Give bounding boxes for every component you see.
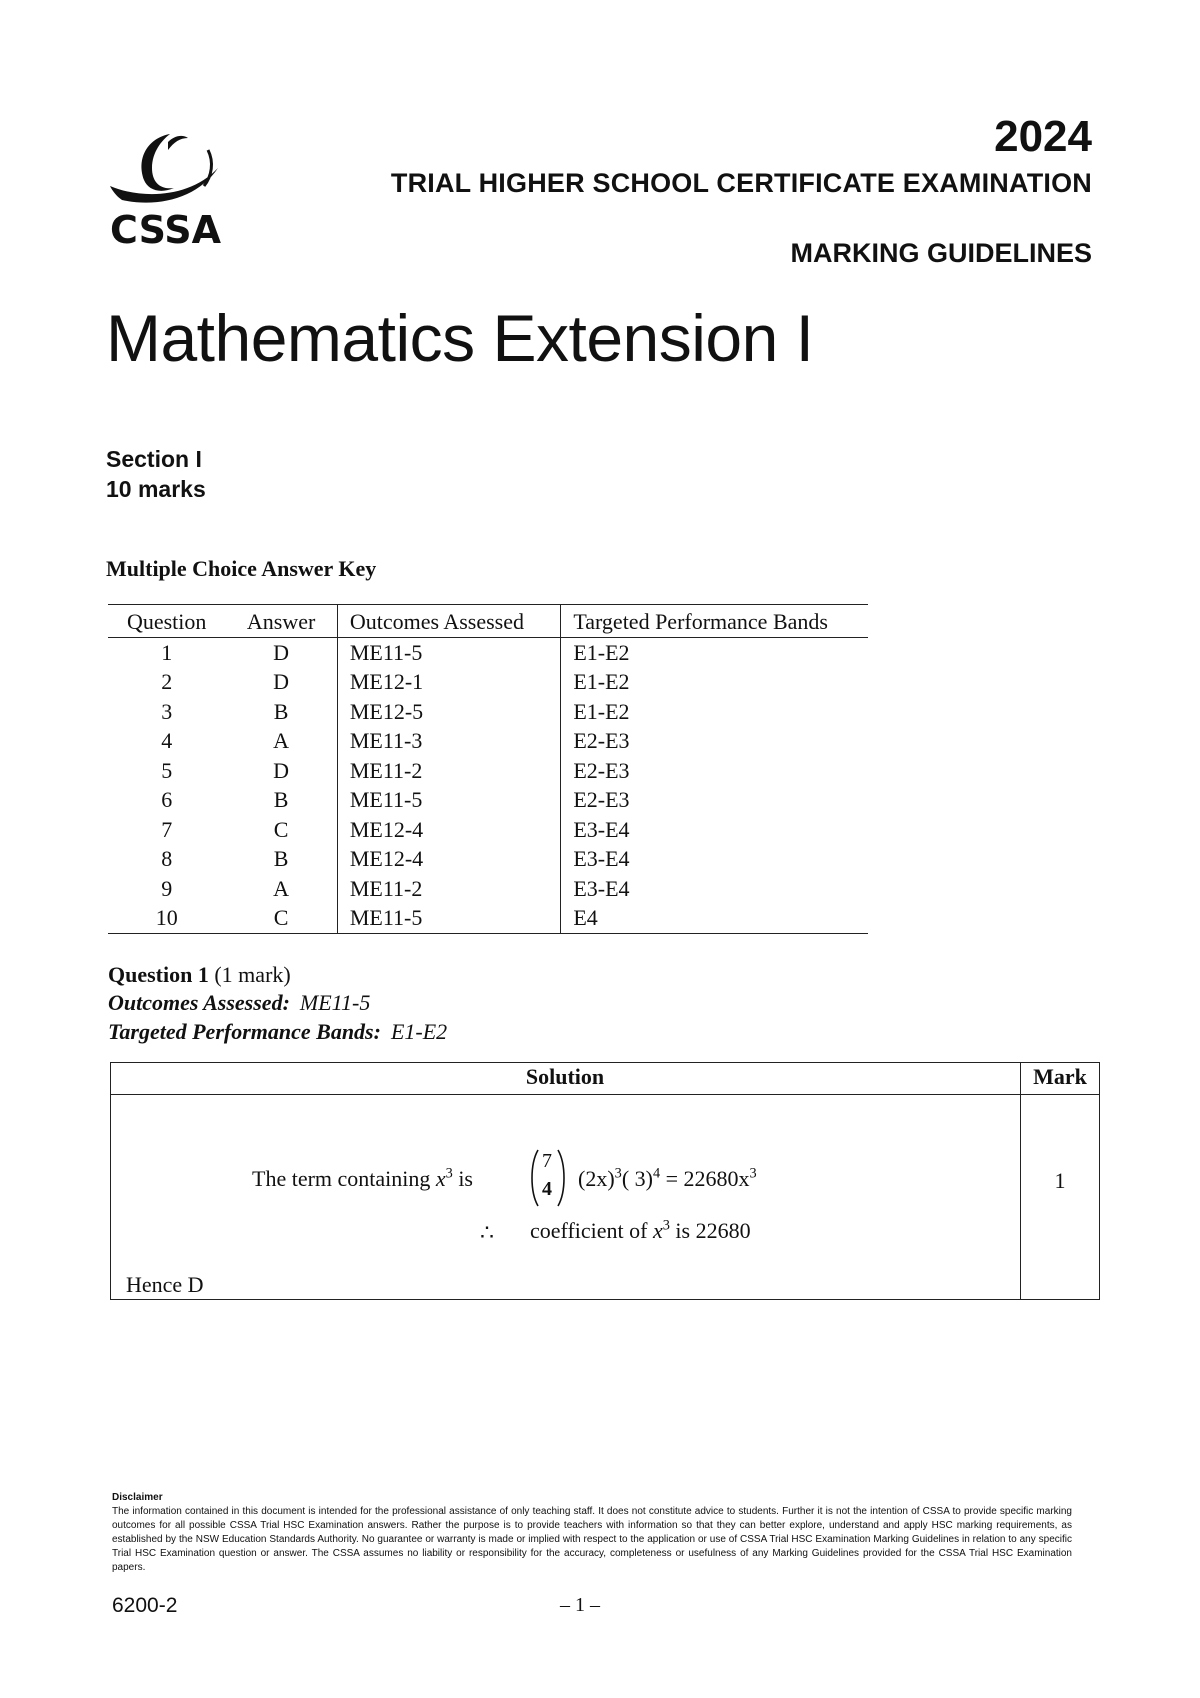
question-number: 3 <box>161 698 173 724</box>
question-number: 9 <box>161 875 173 901</box>
expr-term-b-exponent: 4 <box>652 1165 661 1182</box>
exam-title: TRIAL HIGHER SCHOOL CERTIFICATE EXAMINATION <box>390 168 1092 198</box>
section-label: Section I <box>106 446 202 472</box>
table-row <box>108 638 868 668</box>
table-row <box>108 668 868 698</box>
band-cell: E3-E4 <box>573 846 630 872</box>
question-number: 5 <box>161 757 173 783</box>
question-number: 8 <box>161 846 173 872</box>
solution-line-2-text <box>530 1218 751 1244</box>
table-row <box>108 845 868 875</box>
question-number: 10 <box>108 904 225 934</box>
column-header-answer: Answer <box>225 605 337 638</box>
band-cell: E2-E3 <box>573 787 630 813</box>
question-number: 2 <box>161 669 173 695</box>
table-row <box>108 697 868 727</box>
line-1-variable: x <box>435 1166 446 1191</box>
outcome-cell: ME12-5 <box>337 697 560 727</box>
answer-cell: C <box>225 904 337 934</box>
binomial-n: 7 <box>542 1150 552 1172</box>
outcome-cell: ME11-5 <box>337 786 560 816</box>
answer-cell: B <box>225 786 337 816</box>
answer-cell: B <box>225 697 337 727</box>
band-cell: E1-E2 <box>573 698 630 724</box>
bands-label: Targeted Performance Bands: <box>108 1019 381 1044</box>
line-2-variable: x <box>652 1218 663 1243</box>
column-header-bands: Targeted Performance Bands <box>561 605 868 638</box>
answer-cell: D <box>225 756 337 786</box>
table-row <box>108 815 868 845</box>
expr-result-exponent: 3 <box>749 1165 757 1182</box>
paper-code: 6200-2 <box>112 1594 178 1617</box>
question-1-bands <box>108 1019 447 1045</box>
band-cell: E3-E4 <box>573 875 630 901</box>
outcome-cell: ME11-2 <box>337 756 560 786</box>
outcomes-label: Outcomes Assessed: <box>108 990 290 1015</box>
column-header-outcomes: Outcomes Assessed <box>337 605 560 638</box>
outcome-cell: ME11-5 <box>337 904 560 934</box>
table-row <box>108 874 868 904</box>
band-cell: E2-E3 <box>573 728 630 754</box>
table-row <box>108 904 868 934</box>
band-cell: E4 <box>561 904 868 934</box>
answer-cell: D <box>225 638 337 668</box>
binomial-k: 4 <box>542 1178 552 1200</box>
cssa-logo-text: CSSA <box>110 208 222 252</box>
answer-cell: B <box>225 845 337 875</box>
subject-title: Mathematics Extension I <box>106 301 814 375</box>
answer-key-table <box>108 604 868 934</box>
outcome-cell: ME11-2 <box>337 874 560 904</box>
answer-key-heading: Multiple Choice Answer Key <box>106 556 377 581</box>
answer-cell: C <box>225 815 337 845</box>
cssa-logo-swoosh-icon <box>108 128 230 218</box>
therefore-symbol: ∴ <box>480 1220 494 1245</box>
expr-result: = 22680x <box>660 1166 750 1191</box>
question-1-title <box>108 962 291 988</box>
outcome-cell: ME11-3 <box>337 727 560 757</box>
outcome-cell: ME11-5 <box>337 638 560 668</box>
line-2-prefix: coefficient of <box>530 1218 648 1243</box>
binomial-coefficient <box>528 1148 568 1208</box>
band-cell: E3-E4 <box>573 816 630 842</box>
line-1-exponent: 3 <box>445 1165 453 1182</box>
line-2-exponent: 3 <box>662 1217 670 1234</box>
document-type: MARKING GUIDELINES <box>790 238 1092 268</box>
question-1-marks: (1 mark) <box>214 962 291 987</box>
band-cell: E2-E3 <box>573 757 630 783</box>
column-header-question: Question <box>108 605 225 638</box>
question-1-label: Question 1 <box>108 962 209 987</box>
bands-value: E1-E2 <box>390 1019 448 1044</box>
outcome-cell: ME12-1 <box>337 668 560 698</box>
section-marks: 10 marks <box>106 476 206 502</box>
expr-term-a: (2x) <box>578 1166 615 1191</box>
solution-line-1-mark: 1 <box>1054 1168 1066 1193</box>
solution-header: Solution <box>525 1064 605 1089</box>
line-2-suffix: is 22680 <box>675 1218 751 1243</box>
band-cell: E1-E2 <box>573 669 630 695</box>
solution-line-1-text <box>252 1166 473 1192</box>
disclaimer-text: The information contained in this document is intended for the professional assistance of only teaching staff. It does not constitute advice to students. Further it is not the intention of CSSA to provide specific marking outcomes for all possible CSSA Trial HSC Examination answers. Rather the purpose is to provide teachers with information so that they can better explore, understand and apply HSC marking requirements, as established by the NSW Education Standards Authority. No guarantee or warranty is made or implied with respect to the application or use of CSSA Trial HSC Examination Marking Guidelines in relation to any specific Trial HSC Examination question or answer. The CSSA assumes no liability or responsibility for the accuracy, completeness or usefulness of any Marking Guidelines provided for the CSSA Trial HSC Examination papers. <box>112 1506 1072 1573</box>
outcome-cell: ME12-4 <box>337 845 560 875</box>
page-number: – 1 – <box>560 1594 600 1616</box>
question-number: 4 <box>161 728 173 754</box>
answer-cell: A <box>225 874 337 904</box>
answer-cell: D <box>225 668 337 698</box>
exam-year: 2024 <box>994 112 1092 161</box>
answer-cell: A <box>225 727 337 757</box>
line-1-is: is <box>458 1166 473 1191</box>
table-row <box>108 727 868 757</box>
outcomes-value: ME11-5 <box>299 990 371 1015</box>
mark-header: Mark <box>1033 1064 1087 1089</box>
table-row <box>108 756 868 786</box>
solution-line-1-expression <box>578 1166 757 1192</box>
answer-key-header-row <box>108 605 868 638</box>
expr-term-a-exponent: 3 <box>614 1165 622 1182</box>
disclaimer-title: Disclaimer <box>112 1492 163 1503</box>
question-number: 6 <box>161 787 173 813</box>
question-1-outcomes <box>108 990 370 1016</box>
band-cell: E1-E2 <box>573 639 630 665</box>
expr-term-b: ( 3) <box>621 1166 653 1191</box>
table-row <box>108 786 868 816</box>
question-number: 1 <box>161 639 173 665</box>
outcome-cell: ME12-4 <box>337 815 560 845</box>
solution-conclusion: Hence D <box>126 1272 204 1297</box>
question-number: 7 <box>161 816 173 842</box>
solution-header-divider <box>110 1094 1100 1095</box>
line-1-prefix: The term containing <box>252 1166 431 1191</box>
